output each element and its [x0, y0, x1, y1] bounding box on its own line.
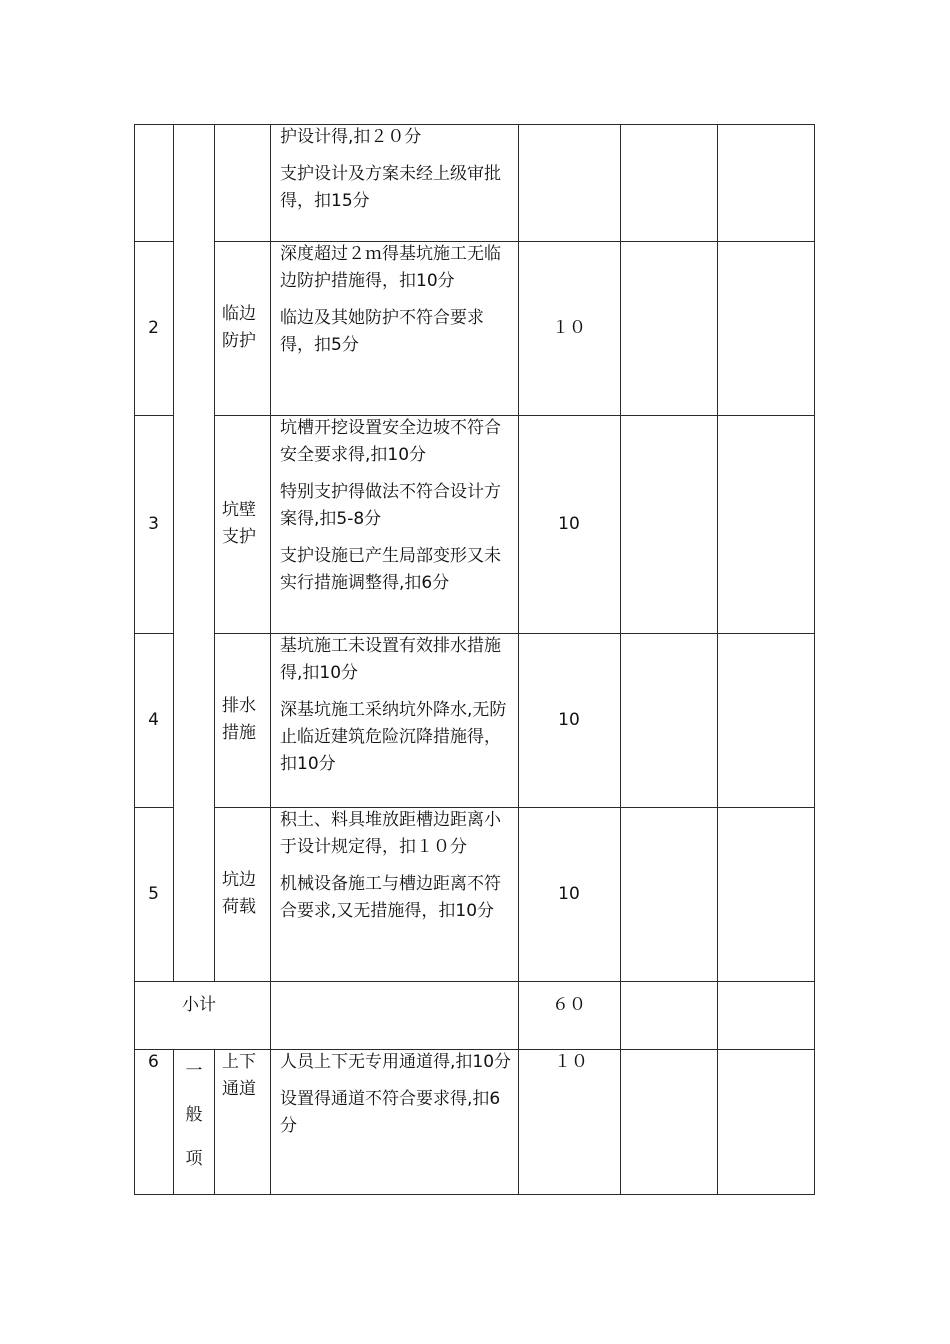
item-text: 深基坑施工采纳坑外降水,无防止临近建筑危险沉降措施得，扣10分 — [280, 700, 507, 774]
col-divider — [717, 124, 718, 1195]
row-3-name: 坑壁支护 — [222, 500, 256, 547]
item-text: 支护设施已产生局部变形又未实行措施调整得,扣6分 — [280, 546, 501, 593]
category-char — [179, 1049, 209, 1181]
row-6-category — [179, 1049, 209, 1181]
row-divider — [134, 981, 815, 982]
row-3-number: 3 — [148, 513, 159, 534]
item-text: 基坑施工未设置有效排水措施得,扣10分 — [280, 636, 501, 683]
item-text: 特别支护得做法不符合设计方案得,扣5-8分 — [280, 482, 501, 529]
subtotal-label: 小计 — [182, 995, 216, 1015]
row-6-description — [280, 1049, 514, 1140]
row-3-score: 10 — [558, 513, 580, 534]
row-2-number: 2 — [148, 317, 159, 338]
row-2-name: 临边防护 — [222, 304, 256, 351]
subtotal-score: ６０ — [552, 995, 586, 1015]
category-char: 一 — [185, 1061, 203, 1081]
inspection-score-table — [134, 124, 815, 1195]
item-text: 人员上下无专用通道得,扣10分 — [280, 1052, 512, 1072]
col-divider — [173, 1049, 174, 1195]
item-text: 积土、料具堆放距槽边距离小于设计规定得，扣１０分 — [280, 810, 501, 857]
row-5-description — [280, 807, 514, 925]
row-2-description — [280, 241, 514, 359]
col-divider — [214, 1049, 215, 1195]
table-border-right — [814, 124, 815, 1195]
table-border-bottom — [134, 1194, 815, 1195]
row-6-name: 上下通道 — [222, 1052, 256, 1099]
category-char: 项 — [185, 1149, 203, 1169]
item-text: 深度超过２ｍ得基坑施工无临边防护措施得，扣10分 — [280, 244, 501, 291]
col-divider — [173, 124, 174, 981]
row-4-score: 10 — [558, 709, 580, 730]
row-2-score: １０ — [552, 317, 586, 338]
category-char: 般 — [185, 1105, 203, 1125]
item-text: 临边及其她防护不符合要求得，扣5分 — [280, 308, 484, 355]
row-6-number: 6 — [148, 1052, 159, 1072]
row-6-score: １０ — [554, 1052, 588, 1072]
item-text: 坑槽开挖设置安全边坡不符合安全要求得,扣10分 — [280, 418, 501, 465]
item-text: 设置得通道不符合要求得,扣6分 — [280, 1089, 501, 1136]
row-3-description — [280, 415, 514, 597]
row-5-name: 坑边荷载 — [222, 870, 256, 917]
item-text: 护设计得,扣２０分 — [280, 127, 422, 147]
row-4-description — [280, 633, 514, 778]
row-5-number: 5 — [148, 883, 159, 904]
col-divider — [620, 124, 621, 1195]
col-divider — [270, 124, 271, 1195]
row-4-name: 排水措施 — [222, 696, 256, 743]
row-4-number: 4 — [148, 709, 159, 730]
item-text: 机械设备施工与槽边距离不符合要求,又无措施得，扣10分 — [280, 874, 501, 921]
row-1-description — [280, 124, 514, 215]
row-5-score: 10 — [558, 883, 580, 904]
item-text: 支护设计及方案未经上级审批得，扣15分 — [280, 164, 501, 211]
